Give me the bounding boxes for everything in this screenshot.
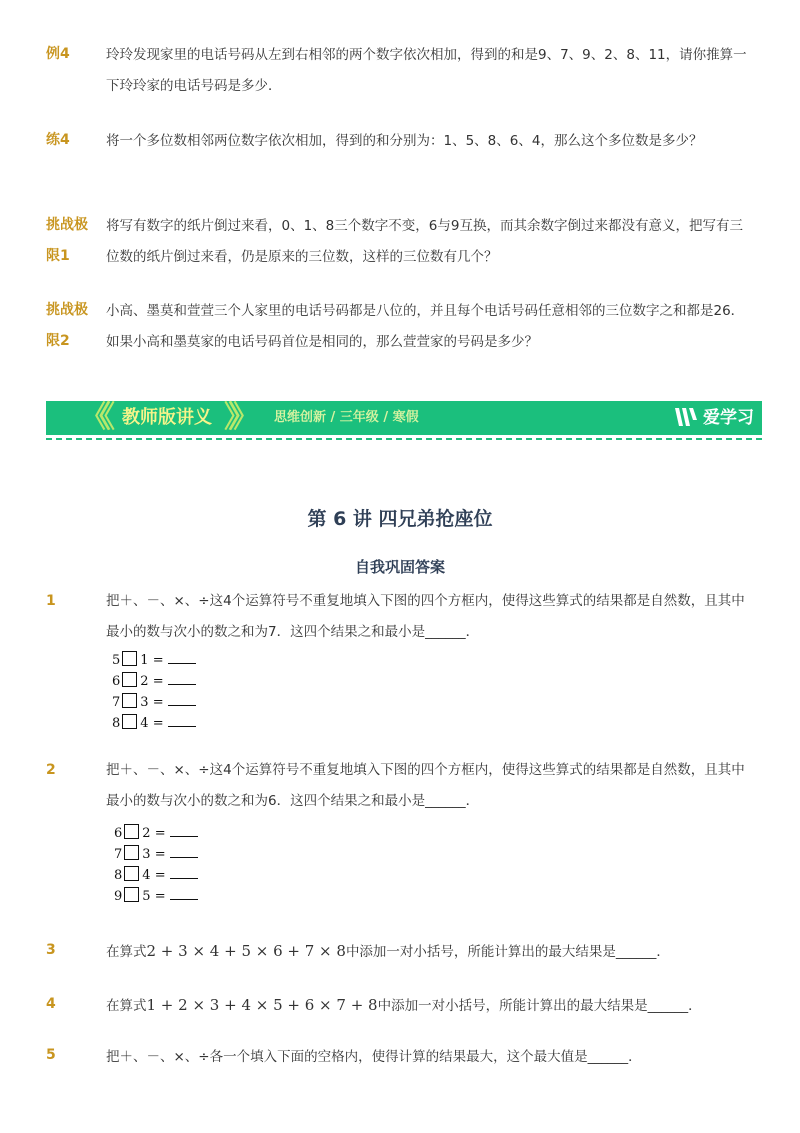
chevron-left-icon: 《《: [80, 400, 105, 435]
answers-subtitle: 自我巩固答案: [354, 558, 445, 576]
answer-text-1: 把＋、－、×、÷这4个运算符号不重复地填入下图的四个方框内，使得这些算式的结果都是自然数，且其中最小的数与次小的数之和为7．这四个结果之和最小是______．: [106, 593, 745, 640]
answer-text-3: 在算式2 + 3 × 4 + 5 × 6 + 7 × 8中添加一对小括号，所能计算出的最大结果是______．: [106, 942, 670, 960]
banner-divider: [46, 438, 762, 440]
expression-3: 2 + 3 × 4 + 5 × 6 + 7 × 8: [146, 942, 346, 960]
operator-box[interactable]: [124, 866, 139, 881]
problem-text-practice4: 将一个多位数相邻两位数字依次相加，得到的和分别为：1、5、8、6、4，那么这个多位数是多少？: [106, 133, 703, 149]
problem-label-example4: 例4: [46, 46, 70, 62]
problem-label-practice4: 练4: [46, 132, 70, 148]
problem-text-example4: 玲玲发现家里的电话号码从左到右相邻的两个数字依次相加，得到的和是9、7、9、2、8、11，请你推算一下玲玲家的电话号码是多少．: [106, 47, 747, 94]
banner-title: 教师版讲义: [122, 407, 212, 428]
answer-blank: [168, 652, 196, 664]
expression-4: 1 + 2 × 3 + 4 × 5 + 6 × 7 + 8: [146, 996, 378, 1014]
equation-list-1: [112, 650, 196, 734]
answer-number-5: 5: [46, 1047, 56, 1063]
equation-row: 8 4 =: [114, 865, 198, 886]
operator-box[interactable]: [122, 693, 137, 708]
answer-text-2: 把＋、－、×、÷这4个运算符号不重复地填入下图的四个方框内，使得这些算式的结果都是自然数，且其中最小的数与次小的数之和为6．这四个结果之和最小是______．: [106, 762, 745, 809]
answer-text-4: 在算式1 + 2 × 3 + 4 × 5 + 6 × 7 + 8中添加一对小括号，所能计算出的最大结果是______．: [106, 996, 702, 1014]
operator-box[interactable]: [122, 651, 137, 666]
answer-text-5: 把＋、－、×、÷各一个填入下面的空格内，使得计算的结果最大，这个最大值是______．: [106, 1049, 642, 1065]
problem-label-challenge2-line2: 限2: [46, 333, 70, 349]
answer-number-4: 4: [46, 996, 56, 1012]
operator-box[interactable]: [124, 824, 139, 839]
operator-box[interactable]: [124, 887, 139, 902]
equation-row: 5 1 =: [112, 650, 196, 671]
equation-row: 6 2 =: [114, 823, 198, 844]
equation-row: 8 4 =: [112, 713, 196, 734]
equation-row: 7 3 =: [112, 692, 196, 713]
answer-number-1: 1: [46, 593, 56, 609]
banner-tags: 思维创新 / 三年级 / 寒假: [274, 410, 419, 425]
equation-row: 7 3 =: [114, 844, 198, 865]
problem-label-challenge1-line1: 挑战极: [46, 217, 88, 233]
answer-number-3: 3: [46, 942, 56, 958]
problem-label-challenge1-line2: 限1: [46, 248, 70, 264]
answer-blank: [168, 694, 196, 706]
brand-logo-icon: [673, 406, 699, 428]
answer-blank: [170, 846, 198, 858]
teacher-edition-banner: [46, 401, 762, 435]
operator-box[interactable]: [124, 845, 139, 860]
answer-number-2: 2: [46, 762, 56, 778]
operator-box[interactable]: [122, 714, 137, 729]
chevron-right-icon: 》》: [224, 400, 249, 435]
equation-row: 6 2 =: [112, 671, 196, 692]
equation-row: 9 5 =: [114, 886, 198, 907]
answer-blank: [170, 825, 198, 837]
answer-blank: [170, 888, 198, 900]
brand-logo: [673, 401, 754, 435]
lecture-title: 第 6 讲 四兄弟抢座位: [307, 508, 493, 530]
answer-blank: [168, 673, 196, 685]
problem-label-challenge2-line1: 挑战极: [46, 302, 88, 318]
operator-box[interactable]: [122, 672, 137, 687]
problem-text-challenge1: 将写有数字的纸片倒过来看，0、1、8三个数字不变，6与9互换，而其余数字倒过来都没有意义，把写有三位数的纸片倒过来看，仍是原来的三位数，这样的三位数有几个？: [106, 218, 743, 265]
answer-blank: [168, 715, 196, 727]
brand-logo-text: 爱学习: [703, 408, 754, 428]
equation-list-2: [114, 823, 198, 907]
problem-text-challenge2: 小高、墨莫和萱萱三个人家里的电话号码都是八位的，并且每个电话号码任意相邻的三位数字之和都是26．如果小高和墨莫家的电话号码首位是相同的，那么萱萱家的号码是多少？: [106, 303, 745, 350]
answer-blank: [170, 867, 198, 879]
